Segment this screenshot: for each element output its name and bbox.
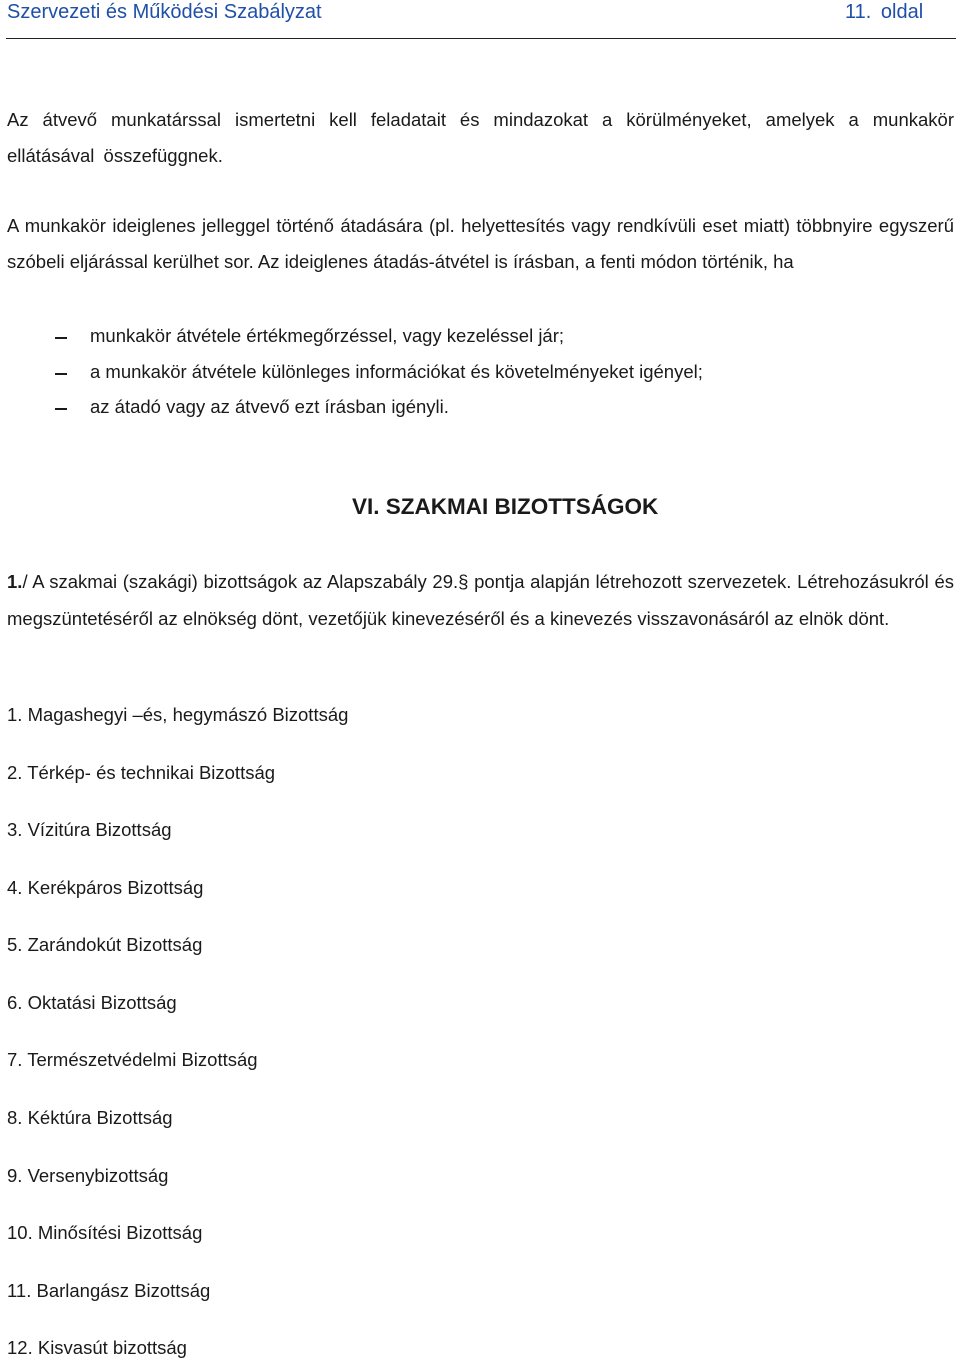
section-intro-paragraph xyxy=(7,564,954,637)
paragraph-handover: Az átvevő munkatárssal ismertetni kell feladatait és mindazokat a körülményeket, amelyek a munkakör ellátásával összefüggnek. xyxy=(7,109,954,166)
page-number: 11. oldal xyxy=(845,1,924,23)
document-title: Szervezeti és Működési Szabályzat xyxy=(7,1,322,23)
committee-item: 7. Természetvédelmi Bizottság xyxy=(7,1049,258,1070)
section-intro-text: / A szakmai (szakági) bizottságok az Alapszabály 29.§ pontja alapján létrehozott szervezetek. Létrehozásukról és megszüntetéséről az elnökség dönt, vezetőjük kinevezéséről és a kinevezés visszavonásáról az elnök dönt. xyxy=(7,571,954,629)
dash-bullet-icon xyxy=(55,373,67,375)
paragraph-temporary-handover-main: A munkakör ideiglenes jelleggel történő átadására (pl. helyettesítés vagy rendkívüli eset miatt) többnyire egyszerű szóbeli eljárással kerülhet sor. xyxy=(7,215,954,272)
committee-item: 2. Térkép- és technikai Bizottság xyxy=(7,762,276,783)
committee-item: 8. Kéktúra Bizottság xyxy=(7,1107,173,1128)
dash-bullet-icon xyxy=(55,337,67,339)
bullet-item: az átadó vagy az átvevő ezt írásban igényli. xyxy=(90,396,449,417)
bullet-item: munkakör átvétele értékmegőrzéssel, vagy kezeléssel jár; xyxy=(90,325,565,346)
committee-item: 9. Versenybizottság xyxy=(7,1165,169,1186)
committee-item: 11. Barlangász Bizottság xyxy=(7,1280,211,1301)
committee-item: 6. Oktatási Bizottság xyxy=(7,992,177,1013)
committee-item: 1. Magashegyi –és, hegymászó Bizottság xyxy=(7,704,349,725)
section-heading: VI. SZAKMAI BIZOTTSÁGOK xyxy=(352,494,659,519)
committee-item: 4. Kerékpáros Bizottság xyxy=(7,877,204,898)
page-header xyxy=(6,0,956,39)
dash-bullet-icon xyxy=(55,408,67,410)
committee-item: 12. Kisvasút bizottság xyxy=(7,1337,187,1358)
committee-item: 5. Zarándokút Bizottság xyxy=(7,934,203,955)
paragraph-temporary-handover-continuation: Az ideiglenes átadás-átvétel is írásban, a fenti módon történik, ha xyxy=(253,250,794,272)
section-intro-number: 1. xyxy=(7,571,23,592)
paragraph-temporary-handover xyxy=(7,208,954,279)
committee-item: 3. Vízitúra Bizottság xyxy=(7,819,172,840)
committee-item: 10. Minősítési Bizottság xyxy=(7,1222,203,1243)
bullet-item: a munkakör átvétele különleges információkat és követelményeket igényel; xyxy=(90,361,703,382)
